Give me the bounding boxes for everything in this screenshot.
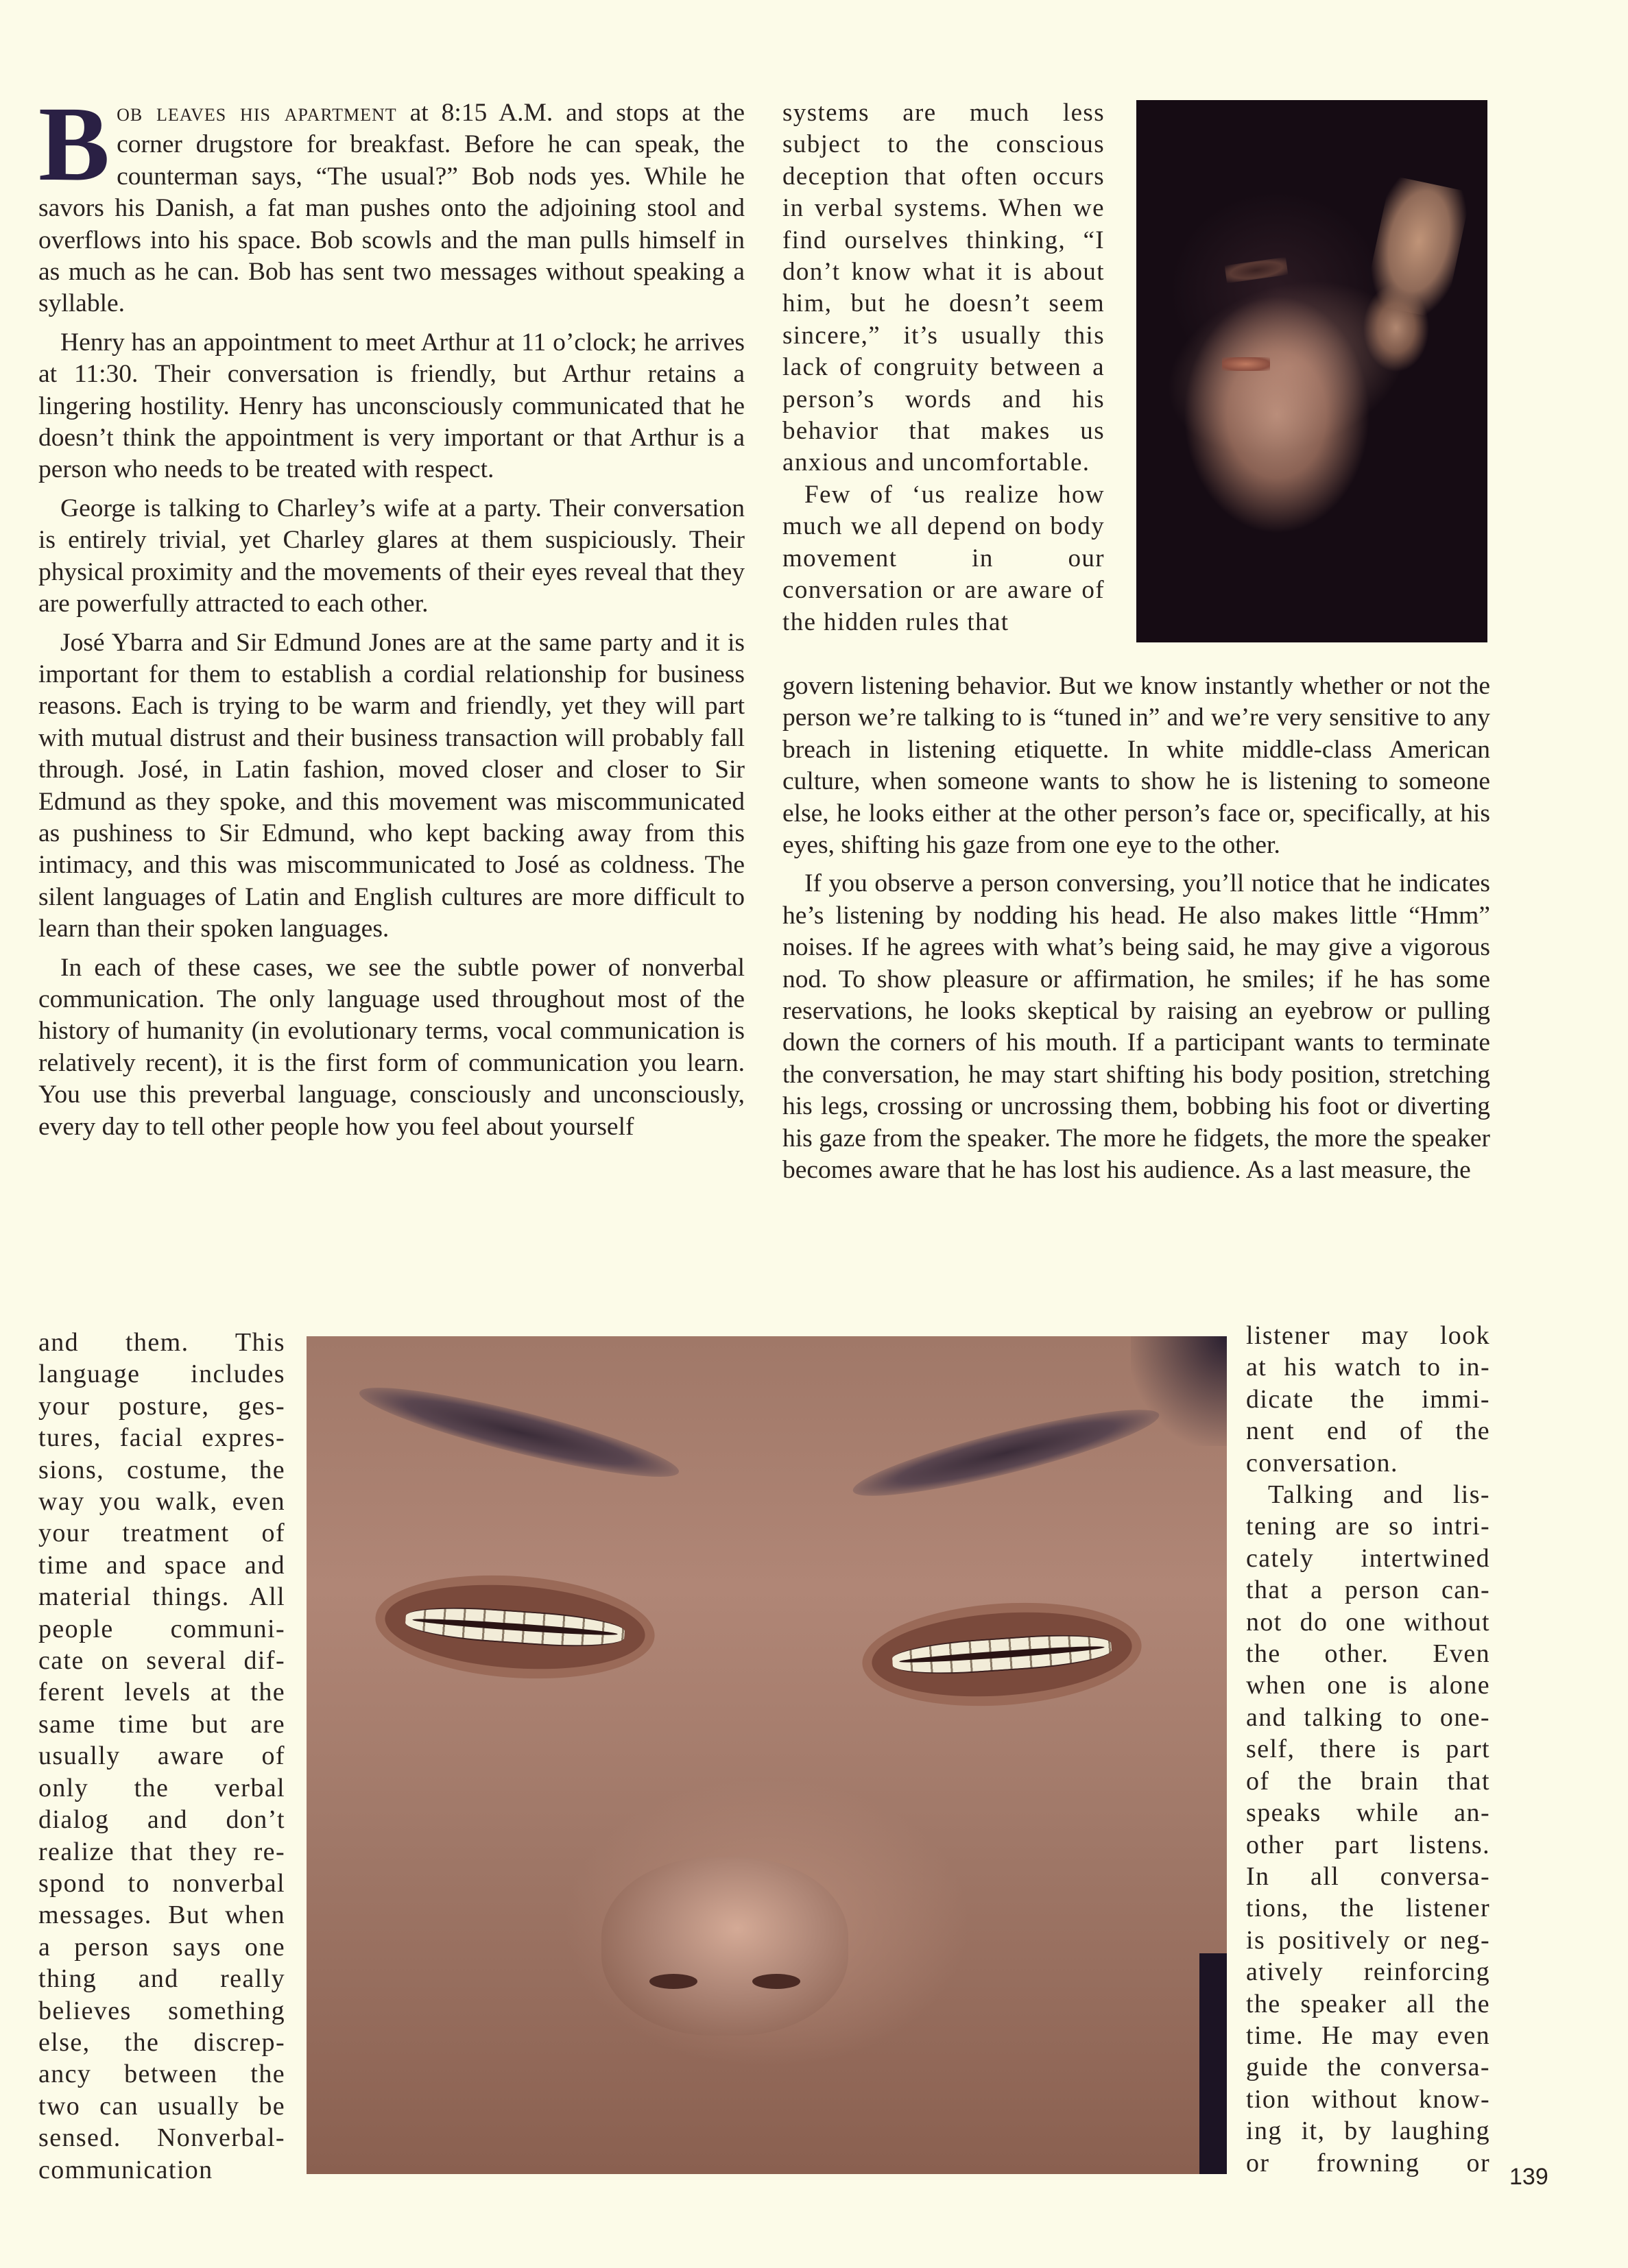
text-line: ancy between the <box>38 2060 285 2089</box>
paragraph-listening: govern listening behavior. But we know instantly whether or not the person we’re talking to is “tuned in” and we’re very sensitive to any breach in listening etiquette. In white middle-class American culture, when someone wants to show he is listening to someone else, he looks either at the other person’s face or, specifically, at his eyes, shifting his gaze from one eye to the other. <box>782 672 1490 860</box>
text-line: or frowning or <box>1246 2148 1490 2177</box>
text-line: sensed. Nonverbal- <box>38 2123 285 2153</box>
text-line: Talking and lis- <box>1268 1480 1490 1510</box>
text-line: speaks while an- <box>1246 1798 1490 1828</box>
text-line: and talking to one- <box>1246 1702 1490 1732</box>
right-wide-column <box>782 671 1490 1187</box>
text-line: material things. All <box>38 1582 285 1612</box>
painting-man-listening <box>1136 100 1487 642</box>
text-line: thing and really <box>38 1964 285 1994</box>
text-line: conversation. <box>1246 1448 1398 1477</box>
text-line: self, there is part <box>1246 1735 1490 1764</box>
hair <box>1131 1336 1227 1446</box>
right-top-column <box>782 97 1105 638</box>
page-number: 139 <box>1509 2164 1548 2190</box>
text-line: the speaker all the <box>1246 1989 1490 2018</box>
paragraph-observe: If you observe a person conversing, you’ll notice that he indicates he’s listening by nodding his head. He also makes little “Hmm” noises. If he agrees with what’s being said, he may give a vigorous nod. To show pleasure or affirmation, he smiles; if he has some reservations, he looks skeptical by raising an eyebrow or pulling down the corners of his mouth. If a participant wants to terminate the conversation, he may start shifting his body position, stretching his legs, crossing or uncrossing them, bobbing his foot or diverting his gaze from the speaker. The more he fidgets, the more the speaker becomes aware that he has lost his audience. As a last measure, the <box>782 869 1490 1185</box>
text-line: cate on several dif- <box>38 1646 285 1676</box>
text-line: nent end of the <box>1246 1416 1490 1446</box>
text-line: ferent levels at the <box>38 1678 285 1707</box>
text-line: your treatment of <box>38 1519 285 1548</box>
paragraph-systems: systems are much less subject to the conscious deception that often occurs in verbal systems. When we find ourselves thinking, “I don’t know what it is about him, but he doesn’t seem sincere,” it’s usually this lack of congruity between a person’s words and his behavior that makes us anxious and uncomfortable. <box>782 99 1105 477</box>
paragraph-bob <box>38 84 745 320</box>
text-line: when one is alone <box>1246 1671 1490 1700</box>
text-line: time and space and <box>38 1550 285 1580</box>
text-line: cately intertwined <box>1246 1543 1490 1573</box>
paragraph-text: at 8:15 A.M. and stops at the corner drugstore for breakfast. Before he can speak, the counterman says, “The usual?” Bob nods yes. While he savors his Danish, a fat man pushes onto the adjoining stool and overflows into his space. Bob scowls and the man pulls himself in as much as he can. Bob has sent two messages without speaking a syllable. <box>38 99 745 318</box>
right-nostril <box>752 1974 800 1989</box>
paragraph-nonverbal: In each of these cases, we see the subtle power of nonverbal communication. The only language used throughout most of the history of humanity (in evolutionary terms, vocal communication is relatively recent), it is the first form of communication you learn. You use this preverbal language, consciously and unconsciously, every day to tell other people how you feel about yourself <box>38 953 745 1141</box>
text-line: people communi- <box>38 1614 285 1643</box>
right-mouth-eye <box>859 1594 1145 1715</box>
background-shadow <box>1199 1953 1227 2174</box>
text-line: other part listens. <box>1246 1830 1490 1859</box>
text-line: tions, the listener <box>1246 1894 1490 1923</box>
paragraph-few-of-us: Few of ‘us realize how much we all depend on body movement in our conversation or are aware of the hidden rules that <box>782 480 1105 636</box>
text-line: and them. This <box>38 1328 285 1357</box>
text-line: else, the discrep- <box>38 2027 285 2057</box>
text-line: dicate the immi- <box>1246 1384 1490 1414</box>
dropcap: B <box>38 84 110 203</box>
hand <box>1364 176 1472 320</box>
text-line: sions, costume, the <box>38 1455 285 1484</box>
text-line: way you walk, even <box>38 1487 285 1517</box>
text-line: guide the conversa- <box>1246 2053 1490 2082</box>
text-line: at his watch to in- <box>1246 1353 1490 1382</box>
text-line: time. He may even <box>1246 2020 1490 2050</box>
eye <box>1225 257 1289 283</box>
text-line: listener may look <box>1246 1321 1490 1350</box>
left-nostril <box>649 1974 697 1989</box>
left-eyebrow <box>355 1373 684 1492</box>
nose <box>601 1857 848 2036</box>
text-line: is positively or neg- <box>1246 1925 1490 1955</box>
text-line: ing it, by laughing <box>1246 2116 1490 2146</box>
text-line: a person says one <box>38 1932 285 1962</box>
right-eyebrow <box>848 1395 1164 1511</box>
text-line: tion without know- <box>1246 2084 1490 2114</box>
text-line: believes something <box>38 1996 285 2025</box>
text-line: atively reinforcing <box>1246 1957 1490 1987</box>
left-narrow-column <box>38 1327 285 2186</box>
lead-in-smallcaps: ob leaves his apartment <box>117 99 397 127</box>
left-mouth-eye <box>372 1567 658 1687</box>
text-line: that a person can- <box>1246 1576 1490 1605</box>
text-line: dialog and don’t <box>38 1805 285 1835</box>
text-line: realize that they re- <box>38 1837 285 1866</box>
lips <box>1222 357 1270 371</box>
text-line: the other. Even <box>1246 1639 1490 1669</box>
painting-grimacing-face <box>307 1336 1227 2174</box>
text-line: same time but are <box>38 1709 285 1739</box>
text-line: not do one without <box>1246 1607 1490 1637</box>
text-line: tening are so intri- <box>1246 1512 1490 1541</box>
text-line: of the brain that <box>1246 1766 1490 1796</box>
text-line: In all conversa- <box>1246 1861 1490 1891</box>
text-line: communication <box>38 2155 213 2184</box>
paragraph-jose: José Ybarra and Sir Edmund Jones are at the same party and it is important for them to establish a cordial relationship for business reasons. Each is trying to be warm and friendly, yet they will part with mutual distrust and their business transaction will probably fall through. José, in Latin fashion, moved closer and closer to Sir Edmund as they spoke, and this movement was miscommunicated as pushiness to Sir Edmund, who kept backing away from this intimacy, and this was miscommunicated to José as coldness. The silent languages of Latin and English cultures are more difficult to learn than their spoken languages. <box>38 628 745 943</box>
paragraph-henry: Henry has an appointment to meet Arthur at 11 o’clock; he arrives at 11:30. Their conversation is friendly, but Arthur retains a lingering hostility. Henry has unconsciously communicated that he doesn’t think the appointment is very important or that Arthur is a person who needs to be treated with respect. <box>38 328 745 484</box>
text-line: two can usually be <box>38 2091 285 2121</box>
text-line: spond to nonverbal <box>38 1868 285 1898</box>
text-line: your posture, ges- <box>38 1391 285 1421</box>
text-line: messages. But when <box>38 1901 285 1930</box>
text-line: language includes <box>38 1360 285 1389</box>
text-line: usually aware of <box>38 1741 285 1771</box>
right-narrow-column <box>1246 1320 1490 2179</box>
left-column <box>38 84 745 1143</box>
paragraph-george: George is talking to Charley’s wife at a party. Their conversation is entirely trivial, yet Charley glares at them suspiciously. Their physical proximity and the movements of their eyes reveal that they are powerfully attracted to each other. <box>38 494 745 618</box>
text-line: tures, facial expres- <box>38 1423 285 1453</box>
text-line: only the verbal <box>38 1773 285 1802</box>
